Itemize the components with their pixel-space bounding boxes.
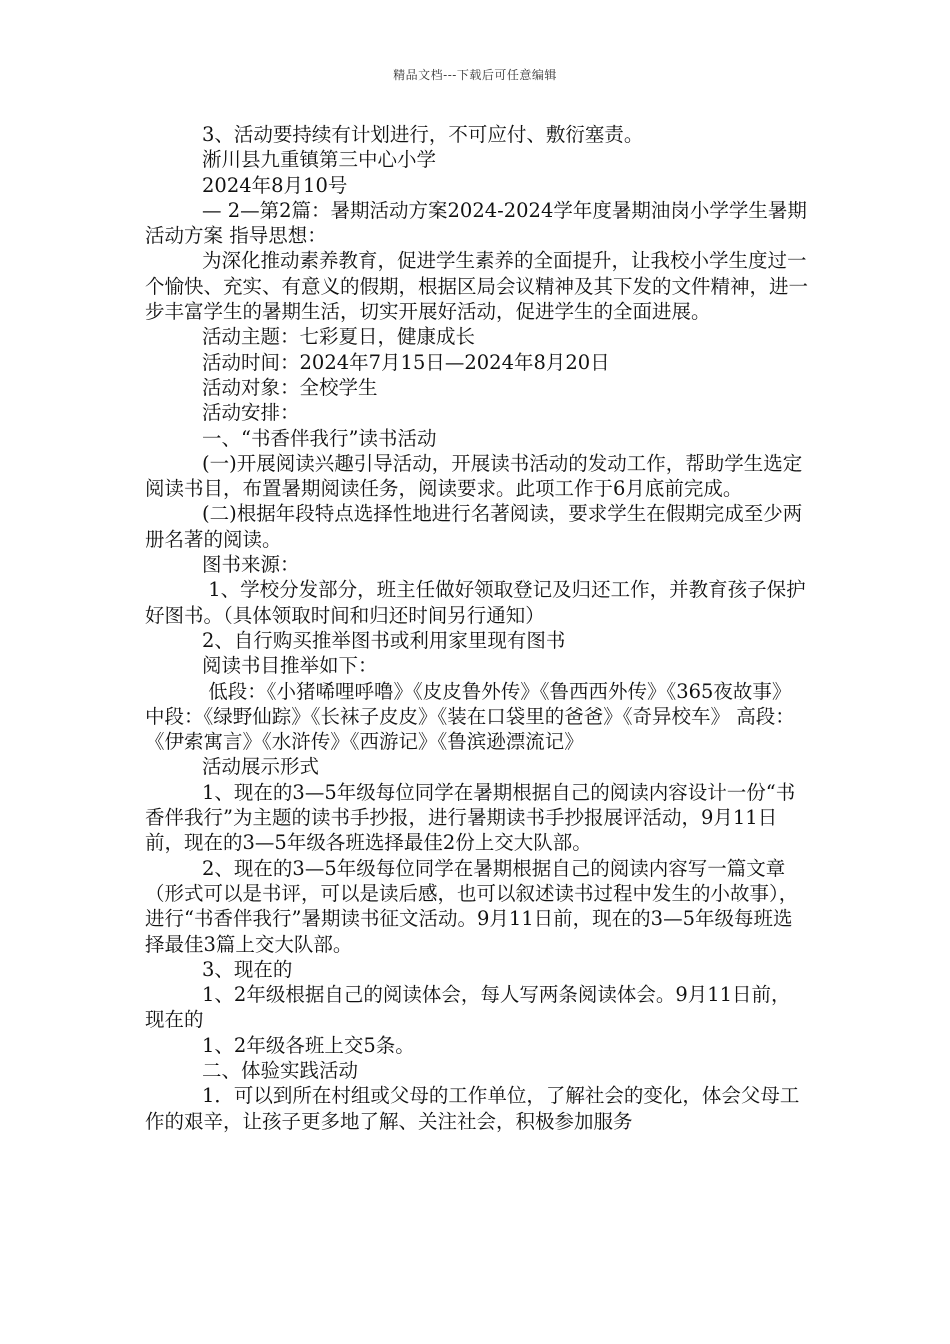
paragraph: 2、现在的3—5年级每位同学在暑期根据自己的阅读内容写一篇文章（形式可以是书评，可以是读后感，也可以叙述读书过程中发生的小故事），进行“书香伴我行”暑期读书征文活动。9月11日前，现在的3—5年级每班选择最佳3篇上交大队部。	[145, 856, 799, 956]
paragraph: 1、现在的3—5年级每位同学在暑期根据自己的阅读内容设计一份“书香伴我行”为主题的读书手抄报，进行暑期读书手抄报展评活动，9月11日前，现在的3—5年级各班选择最佳2份上交大队部。	[145, 780, 796, 855]
paragraph: 一、“书香伴我行”读书活动	[202, 426, 437, 450]
paragraph: 活动时间：2024年7月15日—2024年8月20日	[202, 350, 610, 374]
paragraph: 1、2年级各班上交5条。	[202, 1033, 415, 1057]
paragraph: 活动对象：全校学生	[202, 375, 378, 399]
paragraph: 3、现在的	[202, 957, 293, 981]
paragraph: 2024年8月10号	[202, 173, 348, 197]
paragraph: (二)根据年段特点选择性地进行名著阅读，要求学生在假期完成至少两册名著的阅读。	[145, 502, 803, 551]
page-header: 精品文档---下载后可任意编辑	[393, 68, 557, 82]
paragraph: 3、活动要持续有计划进行，不可应付、敷衍塞责。	[202, 123, 644, 146]
paragraph: 图书来源：	[202, 553, 300, 577]
paragraph: 1．可以到所在村组或父母的工作单位，了解社会的变化，体会父母工作的艰辛，让孩子更多地了解、关注社会，积极参加服务	[145, 1084, 800, 1133]
paragraph: 低段：《小猪唏哩呼噜》《皮皮鲁外传》《鲁西西外传》《365夜故事》 中段：《绿野仙踪》《长袜子皮皮》《装在口袋里的爸爸》《奇异校车》 高段：《伊索寓言》《水浒传》《西游记》《鲁滨逊漂流记》	[145, 679, 798, 754]
paragraph: (一)开展阅读兴趣引导活动，开展读书活动的发动工作，帮助学生选定阅读书目，布置暑期阅读任务，阅读要求。此项工作于6月底前完成。	[145, 451, 803, 501]
document-body	[145, 122, 810, 1134]
paragraph: 活动展示形式	[202, 755, 320, 779]
paragraph: 二、体验实践活动	[202, 1058, 359, 1082]
paragraph: 活动主题：七彩夏日，健康成长	[202, 325, 476, 349]
paragraph: 为深化推动素养教育，促进学生素养的全面提升，让我校小学生度过一个愉快、充实、有意义的假期，根据区局会议精神及其下发的文件精神，进一步丰富学生的暑期生活，切实开展好活动，促进学生的全面进展。	[145, 249, 809, 324]
paragraph: 2、自行购买推举图书或利用家里现有图书	[202, 628, 566, 652]
paragraph: 活动安排：	[202, 401, 300, 425]
paragraph: — 2—第2篇：暑期活动方案2024-2024学年度暑期油岗小学学生暑期活动方案 指导思想：	[145, 198, 807, 248]
paragraph: 1、学校分发部分，班主任做好领取登记及归还工作，并教育孩子保护好图书。（具体领取时间和归还时间另行通知）	[145, 578, 806, 627]
paragraph: 1、2年级根据自己的阅读体会，每人写两条阅读体会。9月11日前，现在的	[145, 983, 791, 1032]
paragraph: 阅读书目推举如下：	[202, 654, 378, 678]
paragraph: 淅川县九重镇第三中心小学	[202, 148, 437, 172]
